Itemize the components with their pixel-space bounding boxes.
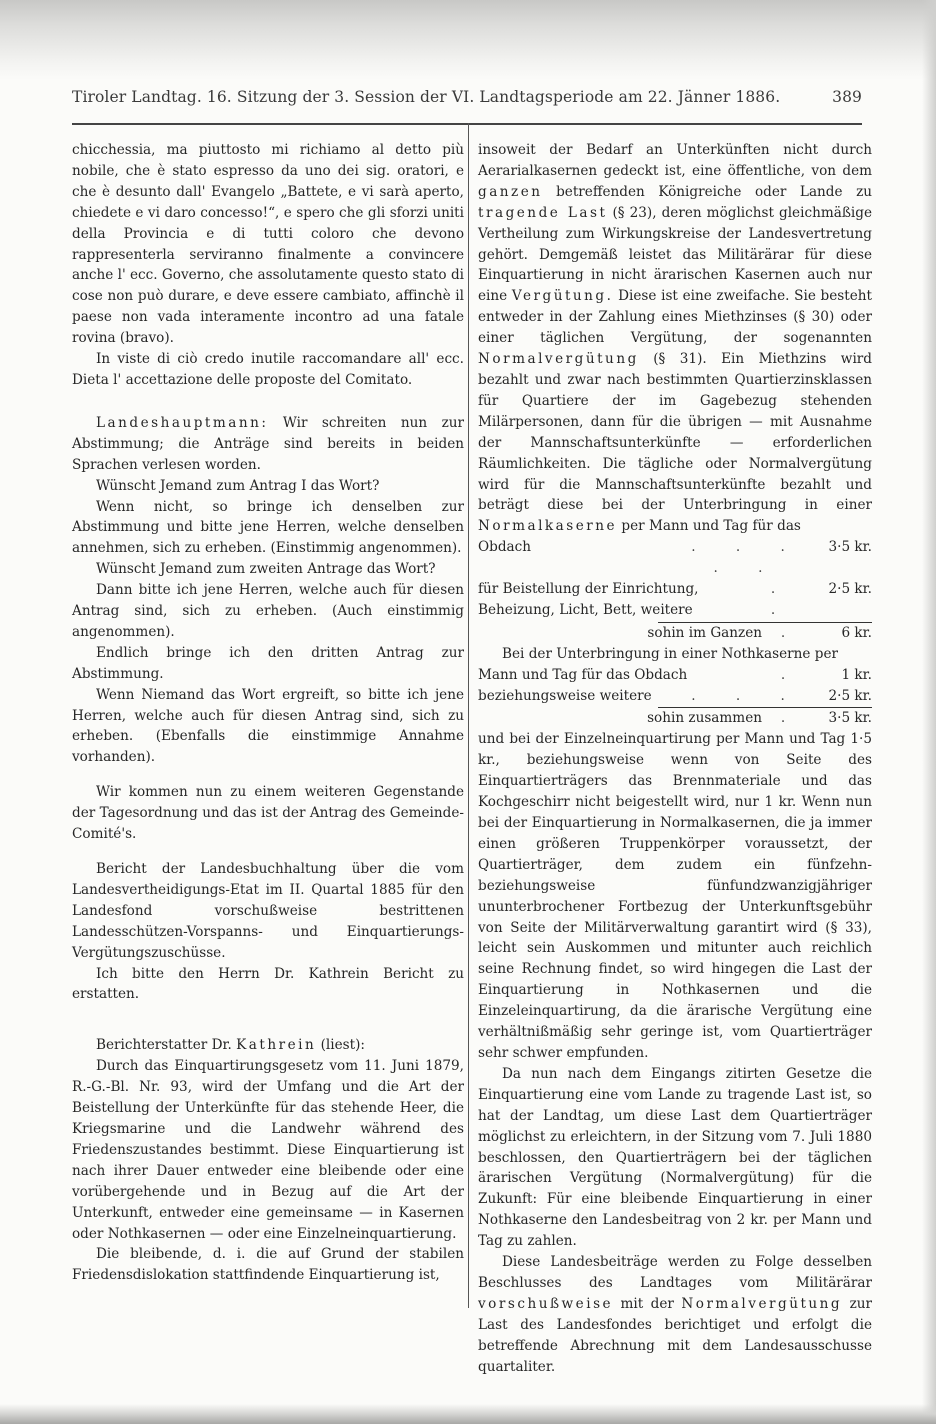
paragraph xyxy=(478,140,872,537)
leader-dots: . xyxy=(780,666,804,683)
text-run: mit der xyxy=(620,1295,674,1312)
text-run: zur Last des Landesfondes berichtiget und erfolgt die betreffende Abrechnung mit dem Landesausschusse quartaliter. xyxy=(478,1295,872,1375)
rate-label: beziehungsweise weitere xyxy=(478,687,652,704)
reporter-name: Kathrein xyxy=(236,1037,317,1054)
running-head-title: Tiroler Landtag. 16. Sitzung der 3. Session der VI. Landtagsperiode am 22. Jänner 1886. xyxy=(72,88,781,106)
leader-dots: . . . xyxy=(691,687,803,704)
rate-row-nothkaserne-weitere xyxy=(478,686,872,707)
paragraph: Wir kommen nun zu einem weiteren Gegenstande der Tagesordnung und das ist der Antrag des Gemeinde-Comité's. xyxy=(72,784,464,843)
text-run: Diese ist eine zweifache. Sie besteht entweder in der Zahlung eines Miethzinses (§ 30) oder einer täglichen Vergütung, der sogenannten xyxy=(478,288,872,347)
reporter-note: (liest): xyxy=(320,1037,365,1054)
emphasis: Normalkaserne xyxy=(478,518,618,535)
paragraph xyxy=(72,413,464,476)
rate-row-obdach xyxy=(478,537,872,579)
right-column xyxy=(478,140,872,1377)
leader-dots: . xyxy=(780,624,804,641)
rate-total-normalkaserne xyxy=(478,623,872,644)
text-run: insoweit der Bedarf an Unterkünften nicht durch Aerarialkasernen gedeckt ist, eine öffentliche, von dem xyxy=(478,142,872,179)
leader-dots: . . xyxy=(770,581,794,618)
text-run: (§ 23), deren möglichst gleichmäßige Vertheilung zum Wirkungskreise der Landesvertretung gehört. Demgemäß leistet das Militärärar für diese Einquartierung in nicht ärarischen Kasernen auch nur eine xyxy=(478,204,872,305)
paragraph: Wünscht Jemand zum Antrag I das Wort? xyxy=(96,477,380,494)
paragraph: Wenn nicht, so bringe ich denselben zur Abstimmung und bitte jene Herren, welche denselben annehmen, sich zu erheben. (Einstimmig angenommen). xyxy=(72,498,464,557)
paragraph: Da nun nach dem Eingangs zitirten Gesetze die Einquartierung eine vom Lande zu tragende Last ist, so hat der Landtag, um diese Last dem Quartierträger möglichst zu erleichtern, in der Sitzung vom 7. Juli 1880 beschlossen, den Quartierträgern bei der täglichen ärarischen Vergütung (Normalvergütung) für die Zukunft: Für eine bleibende Einquartierung in einer Nothkaserne den Landesbeitrag von 2 kr. per Mann und Tag zu zahlen. xyxy=(478,1065,872,1250)
total-label: sohin im Ganzen xyxy=(647,624,762,641)
rate-total-nothkaserne xyxy=(478,708,872,729)
rate-amount: 1 kr. xyxy=(841,666,872,683)
paragraph xyxy=(478,1252,872,1377)
paragraph: Die bleibende, d. i. die auf Grund der stabilen Friedensdislokation stattfindende Einquartierung ist, xyxy=(72,1246,464,1284)
rate-row-einrichtung xyxy=(478,579,872,621)
speaker-name: Landeshauptmann: xyxy=(96,414,269,431)
emphasis: vorschußweise xyxy=(478,1295,614,1312)
paragraph: Durch das Einquartirungsgesetz vom 11. Juni 1879, R.-G.-Bl. Nr. 93, wird der Umfang und die Art der Beistellung der Unterkünfte für das stehende Heer, die Kriegsmarine und die Landwehr während des Friedenszustandes bestimmt. Diese Einquartierung ist nach ihrer Dauer entweder eine bleibende oder eine vorübergehende und in Bezug auf die Art der Unterkunft, entweder eine gemeinsame — in Kasernen oder Nothkasernen — oder eine Einzelneinquartierung. xyxy=(72,1058,464,1242)
column-divider xyxy=(468,123,469,1308)
left-column xyxy=(72,140,464,1286)
text-run: per Mann und Tag für das xyxy=(621,518,801,535)
rate-label: Mann und Tag für das Obdach xyxy=(478,666,688,683)
total-label: sohin zusammen xyxy=(647,710,762,727)
rate-amount: 2·5 kr. xyxy=(828,581,872,598)
emphasis: Normalvergütung xyxy=(478,351,639,368)
paragraph: Wenn Niemand das Wort ergreift, so bitte ich jene Herren, welche auch für diesen Antrag sind, sich zu erheben. (Ebenfalls die einstimmige Annahme vorhanden). xyxy=(72,686,464,766)
paragraph xyxy=(72,1035,464,1056)
text-run: betreffenden Königreiche oder Lande zu xyxy=(556,183,872,200)
emphasis: Normalvergütung xyxy=(681,1295,843,1312)
total-amount: 6 kr. xyxy=(841,624,872,641)
total-amount: 3·5 kr. xyxy=(828,710,872,727)
rate-label: Obdach xyxy=(478,539,532,556)
speech-text: Wir schreiten nun zur Abstimmung; die Anträge sind bereits in beiden Sprachen verlesen worden. xyxy=(72,414,464,473)
text-run: (§ 31). Ein Miethzins wird bezahlt und zwar nach bestimmten Quartierzinsklassen für Quartiere der im Gagebezug stehenden Milärpersonen, dann für die übrigen — mit Ausnahme der Mannschaftsunterkünfte — erforderlichen Räumlichkeiten. Die tägliche oder Normalvergütung wird für die Mannschaftsunterkünfte bezahlt und beträgt diese bei der Unterbringung in einer xyxy=(478,351,872,514)
rate-amount: 2·5 kr. xyxy=(828,687,872,704)
paragraph: chicchessia, ma piuttosto mi richiamo al detto più nobile, che è stato espresso da uno dei sig. oratori, e che è desunto dall' Evangelo „Battete, e vi sarà aperto, chiedete e vi daro concesso!“, e spero che gli sforzi uniti della Provincia e di tutti coloro che devono rappresenterla serviranno finalmente a convincere anche l' ecc. Governo, che assolutamente questo stato di cose non può durare, e deve essere cambiato, affinchè il paese non vada interamente incontro ad una fatale rovina (bravo). xyxy=(72,142,464,347)
paragraph: In viste di ciò credo inutile raccomandare all' ecc. Dieta l' accettazione delle proposte del Comitato. xyxy=(72,351,464,388)
reporter-label: Berichterstatter Dr. xyxy=(96,1037,232,1054)
paragraph: Bericht der Landesbuchhaltung über die vom Landesvertheidigungs-Etat im II. Quartal 1885 für den Landesfond vorschußweise bestrittenen Landesschützen-Vorspanns- und Einquartierungs-Vergütungszuschüsse. xyxy=(72,861,464,961)
paragraph: Dann bitte ich jene Herren, welche auch für diesen Antrag sind, sich zu erheben. (Auch einstimmig angenommen). xyxy=(72,582,464,640)
rate-amount: 3·5 kr. xyxy=(828,539,872,556)
paragraph: Endlich bringe ich den dritten Antrag zur Abstimmung. xyxy=(72,644,464,682)
paragraph: Ich bitte den Herrn Dr. Kathrein Bericht zu erstatten. xyxy=(72,965,464,1003)
leader-dots: . xyxy=(780,710,804,727)
emphasis: ganzen xyxy=(478,183,543,200)
header-rule xyxy=(72,123,862,125)
paragraph: Bei der Unterbringung in einer Nothkaserne per xyxy=(502,645,838,662)
scan-shadow-right xyxy=(922,0,936,1424)
leader-dots: . . . . . xyxy=(691,539,803,577)
paragraph: Wünscht Jemand zum zweiten Antrage das Wort? xyxy=(96,561,436,578)
running-head xyxy=(72,88,862,112)
emphasis: tragende Last xyxy=(478,204,608,221)
rate-label: für Beistellung der Einrichtung, Beheizung, Licht, Bett, weitere xyxy=(478,581,699,618)
paragraph: und bei der Einzelneinquartirung per Mann und Tag 1·5 kr., beziehungsweise wenn von Seite des Einquartierträgers das Brennmateriale und das Kochgeschirr nicht beigestellt wird, nur 1 kr. Wenn nun bei der Einquartierung in Normalkasernen, die ja immer einen größeren Truppenkörper voraussetzt, der Quartierträger, dem zudem ein fünfzehn- beziehungsweise fünfundzwanzigjähriger ununterbrochener Fortbezug der Unterkunftsgebühr von Seite der Militärverwaltung garantirt wird (§ 33), leicht sein Auskommen und mitunter auch reichlich seine Rechnung findet, so wird hingegen die Last der Einquartierung in Nothkasernen und die Einzeleinquartirung, da die ärarische Vergütung eine verhältnißmäßig sehr geringe ist, vom Quartierträger sehr schwer empfunden. xyxy=(478,731,872,1061)
text-run: Diese Landesbeiträge werden zu Folge desselben Beschlusses des Landtages vom Militärärar xyxy=(478,1254,872,1291)
emphasis: Vergütung. xyxy=(511,288,614,305)
scan-shadow-bottom xyxy=(0,1404,936,1424)
scan-shadow-top xyxy=(0,0,936,80)
page-number: 389 xyxy=(832,88,862,106)
rate-row-nothkaserne-obdach xyxy=(478,665,872,686)
